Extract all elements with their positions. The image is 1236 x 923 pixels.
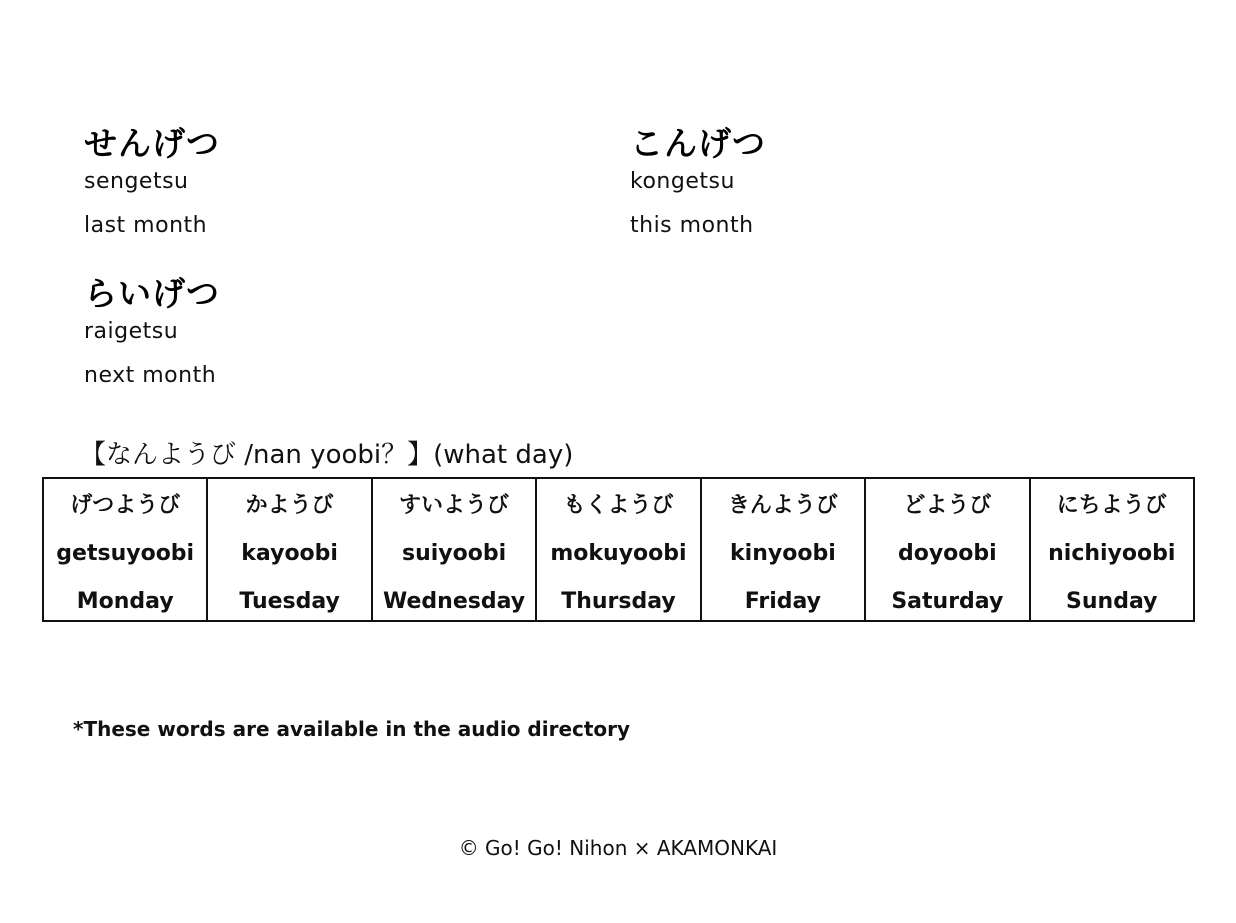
day-english: Thursday bbox=[561, 589, 676, 614]
vocab-kana: こんげつ bbox=[630, 124, 766, 163]
vocab-meaning: this month bbox=[630, 213, 754, 238]
table-row bbox=[43, 478, 1194, 621]
day-romaji: suiyoobi bbox=[401, 541, 507, 566]
vocab-kongetsu bbox=[630, 124, 766, 238]
day-cell-saturday bbox=[865, 478, 1029, 621]
vocab-sengetsu bbox=[84, 124, 220, 238]
day-english: Monday bbox=[76, 589, 174, 614]
day-romaji: doyoobi bbox=[897, 541, 997, 566]
day-cell-monday bbox=[43, 478, 207, 621]
day-kana: どようび bbox=[903, 493, 992, 518]
day-kana: げつようび bbox=[70, 493, 181, 518]
copyright-footer: © Go! Go! Nihon × AKAMONKAI bbox=[458, 836, 778, 860]
day-romaji: getsuyoobi bbox=[56, 541, 195, 566]
days-of-week-table bbox=[42, 477, 1195, 622]
vocab-kana: らいげつ bbox=[84, 274, 220, 313]
vocab-romaji: raigetsu bbox=[84, 319, 179, 344]
day-romaji: kinyoobi bbox=[730, 541, 836, 566]
day-romaji: nichiyoobi bbox=[1048, 541, 1176, 566]
vocab-kana: せんげつ bbox=[84, 124, 220, 163]
day-english: Tuesday bbox=[239, 589, 340, 614]
days-section-heading: 【なんようび /nan yoobi？】(what day) bbox=[80, 440, 574, 470]
day-romaji: mokuyoobi bbox=[550, 541, 687, 566]
day-kana: もくようび bbox=[563, 493, 674, 518]
day-cell-sunday bbox=[1030, 478, 1194, 621]
vocab-meaning: next month bbox=[84, 363, 217, 388]
day-english: Saturday bbox=[891, 589, 1004, 614]
day-kana: かようび bbox=[245, 493, 334, 518]
day-romaji: kayoobi bbox=[241, 541, 338, 566]
vocab-meaning: last month bbox=[84, 213, 208, 238]
audio-note: *These words are available in the audio directory bbox=[73, 717, 631, 741]
day-kana: にちようび bbox=[1056, 493, 1167, 518]
day-cell-wednesday bbox=[372, 478, 536, 621]
day-kana: すいようび bbox=[399, 493, 510, 518]
day-english: Friday bbox=[744, 589, 822, 614]
day-english: Wednesday bbox=[383, 589, 526, 614]
day-english: Sunday bbox=[1066, 589, 1158, 614]
day-kana: きんようび bbox=[727, 493, 838, 518]
vocab-romaji: kongetsu bbox=[630, 169, 735, 194]
day-cell-tuesday bbox=[207, 478, 371, 621]
vocab-romaji: sengetsu bbox=[84, 169, 189, 194]
day-cell-friday bbox=[701, 478, 865, 621]
vocab-raigetsu bbox=[84, 274, 220, 388]
day-cell-thursday bbox=[536, 478, 700, 621]
